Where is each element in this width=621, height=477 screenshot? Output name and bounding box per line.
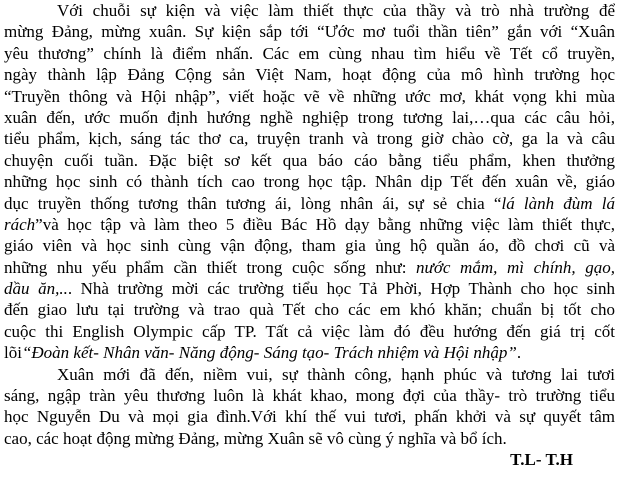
text-run: sáng, ngập tràn yêu thương luôn là khát khao, mong đợi của thầy- trò trường tiểu <box>4 386 615 406</box>
text-run: ”và học tập và làm theo 5 điều Bác Hồ dạy bằng những việc làm thiết thực, <box>35 214 615 234</box>
text-line <box>4 107 615 128</box>
text-line <box>4 86 615 107</box>
text-run: những nhu yếu phẩm cần thiết trong cuộc sống như: <box>4 257 417 277</box>
text-run: học Nguyễn Du và mọi gia đình.Với khí thế vui tươi, phấn khởi và sự quyết tâm <box>4 407 615 427</box>
text-line <box>4 128 615 149</box>
text-run: cao, các hoạt động mừng Đảng, mừng Xuân sẽ vô cùng ý nghĩa và bổ ích. <box>4 428 507 448</box>
text-run: tiểu phẩm, kịch, sáng tác thơ ca, truyện tranh và trong giờ chào cờ, ga la và câu <box>4 129 615 149</box>
text-run: ngày thành lập Đảng Cộng sản Việt Nam, hoạt động của mô hình trường học <box>4 65 615 85</box>
document-body <box>4 0 615 471</box>
text-run: dục truyền thống tương thân tương ái, lòng nhân ái, sự sẻ chia “ <box>4 193 502 213</box>
signature: T.L- T.H <box>510 450 573 470</box>
text-line <box>4 299 615 320</box>
text-line <box>4 278 615 299</box>
text-run: những học sinh có thành tích cao trong học tập. Nhân dịp Tết đến xuân về, giáo <box>4 172 615 192</box>
text-line <box>4 214 615 235</box>
italic-run: nước mắm, mì chính, gạo, <box>416 257 615 277</box>
paragraph-1 <box>4 0 615 364</box>
text-line <box>4 428 615 449</box>
text-line <box>4 64 615 85</box>
text-line <box>4 150 615 171</box>
text-line <box>4 406 615 427</box>
italic-run: lá lành đùm lá <box>501 193 615 213</box>
text-run: mừng Đảng, mừng xuân. Sự kiện sắp tới “Ước mơ tuổi thần tiên” gắn với “Xuân <box>4 22 615 42</box>
text-line <box>4 385 615 406</box>
text-line <box>4 342 615 363</box>
paragraph-2 <box>4 364 615 450</box>
text-run: yêu thương” chính là điểm nhấn. Các em cùng nhau tìm hiểu về Tết cổ truyền, <box>4 43 615 63</box>
text-run: đến giao lưu tại trường và trao quà Tết cho các em khó khăn; chuẩn bị tốt cho <box>4 300 615 320</box>
text-run: Với chuỗi sự kiện và việc làm thiết thực của thầy và trò nhà trường để <box>57 1 615 20</box>
text-line <box>4 321 615 342</box>
text-run: xuân đến, ước muốn định hướng nghề nghiệp trong tương lai,…qua các câu hỏi, <box>4 107 615 127</box>
text-run: . <box>516 343 522 363</box>
text-line <box>4 0 615 21</box>
text-line <box>4 43 615 64</box>
text-run: . Nhà trường mời các trường tiểu học Tả Phời, Hợp Thành cho học sinh <box>67 279 616 299</box>
italic-run: dầu ăn,.. <box>4 279 68 299</box>
text-run: “Truyền thông và Hội nhập”, viết hoặc vẽ về những ước mơ, khát vọng khi mùa <box>4 86 615 106</box>
text-run: cuộc thi English Olympic cấp TP. Tất cả việc làm đó đều hướng đến giá trị cốt <box>4 321 615 341</box>
text-line <box>4 171 615 192</box>
italic-run: “Đoàn kết- Nhân văn- Năng động- Sáng tạo- Trách nhiệm và Hội nhập” <box>21 343 517 363</box>
text-line <box>4 21 615 42</box>
text-line <box>4 257 615 278</box>
text-run: Xuân mới đã đến, niềm vui, sự thành công, hạnh phúc và tương lai tươi <box>57 364 615 384</box>
text-line <box>4 235 615 256</box>
text-line <box>4 364 615 385</box>
text-run: chuyện cuối tuần. Đặc biệt sơ kết qua báo cáo bằng tiểu phẩm, khen thưởng <box>4 150 615 170</box>
text-line <box>4 193 615 214</box>
text-run: giáo viên và học sinh cùng vận động, tham gia ủng hộ quần áo, đồ chơi cũ và <box>4 236 615 256</box>
italic-run: rách <box>4 214 36 234</box>
text-run: lõi <box>4 343 22 363</box>
